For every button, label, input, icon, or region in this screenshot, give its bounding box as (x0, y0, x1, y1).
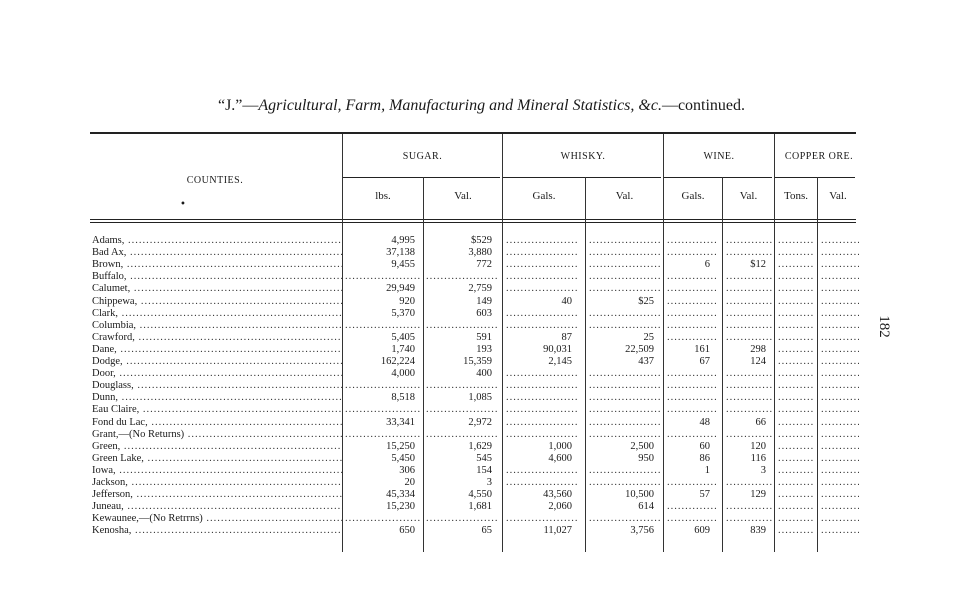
cell-whisky-gals (506, 417, 578, 429)
cell-wine-val (726, 380, 772, 392)
table-row (0, 283, 963, 295)
header-copper-ore: COPPER ORE. (784, 151, 854, 162)
cell-wine-val (726, 404, 772, 416)
cell-wine-val (726, 513, 772, 525)
cell-copper-val (821, 259, 859, 271)
cell-sugar-val (426, 380, 498, 392)
county-name: Kewaunee,—(No Retrrns) ..... (92, 513, 342, 525)
cell-sugar-val: 400 (476, 368, 492, 380)
cell-whisky-gals (506, 368, 578, 380)
table-row (0, 525, 963, 537)
cell-sugar-lbs (345, 380, 421, 392)
table-row (0, 392, 963, 404)
county-name: Clark, ..... (92, 308, 342, 320)
county-name: Door, ..... (92, 368, 342, 380)
cell-sugar-lbs: 5,405 (391, 331, 415, 343)
cell-whisky-val (589, 429, 660, 441)
county-name: Eau Claire, ..... (92, 404, 342, 416)
subheader-sugar-val: Val. (454, 190, 472, 202)
cell-copper-val (821, 247, 859, 259)
cell-whisky-val: 437 (638, 356, 654, 367)
subheader-wine-gals: Gals. (681, 190, 705, 202)
cell-copper-tons (778, 441, 814, 453)
cell-whisky-val (589, 465, 660, 477)
cell-sugar-lbs (345, 320, 421, 332)
cell-copper-tons (778, 259, 814, 271)
cell-whisky-gals (506, 259, 578, 271)
cell-wine-gals (667, 308, 716, 320)
table-top-rule (90, 132, 856, 134)
cell-copper-val (821, 477, 859, 489)
cell-copper-tons (778, 308, 814, 320)
cell-wine-gals: 57 (699, 489, 710, 501)
cell-sugar-lbs: 306 (399, 464, 415, 476)
cell-sugar-val: $529 (471, 235, 492, 246)
cell-wine-val: 3 (760, 464, 766, 476)
cell-whisky-val (589, 235, 660, 247)
cell-wine-gals (667, 247, 716, 259)
cell-whisky-val (589, 308, 660, 320)
cell-whisky-val (589, 404, 660, 416)
cell-copper-val (821, 465, 859, 477)
cell-sugar-lbs (345, 404, 421, 416)
cell-whisky-gals: 2,060 (548, 501, 572, 513)
county-name: Crawford, ..... (92, 332, 342, 344)
cell-copper-val (821, 344, 859, 356)
table-row (0, 501, 963, 513)
cell-whisky-gals: 40 (561, 295, 572, 307)
cell-copper-val (821, 380, 859, 392)
cell-whisky-val: 10,500 (625, 489, 654, 501)
cell-copper-val (821, 489, 859, 501)
cell-sugar-lbs (345, 271, 421, 283)
cell-whisky-gals (506, 513, 578, 525)
cell-whisky-val (589, 271, 660, 283)
cell-copper-tons (778, 271, 814, 283)
cell-whisky-val (589, 259, 660, 271)
county-name: Fond du Lac, ..... (92, 417, 342, 429)
header-counties: COUNTIES. (186, 175, 244, 186)
cell-sugar-val: 4,550 (468, 489, 492, 501)
table-row (0, 404, 963, 416)
cell-wine-gals (667, 235, 716, 247)
cell-wine-val (726, 501, 772, 513)
cell-copper-val (821, 368, 859, 380)
county-name: Dane, ..... (92, 344, 342, 356)
county-name: Grant,—(No Returns) ..... (92, 429, 342, 441)
county-name: Jefferson, ..... (92, 489, 342, 501)
cell-wine-val (726, 429, 772, 441)
cell-wine-val: $12 (750, 259, 766, 271)
title-prefix: “J.”— (217, 97, 259, 114)
cell-sugar-lbs: 4,000 (391, 368, 415, 380)
cell-sugar-val (426, 513, 498, 525)
cell-whisky-val: 2,500 (630, 440, 654, 452)
cell-whisky-val (589, 368, 660, 380)
cell-wine-gals: 48 (699, 416, 710, 428)
cell-whisky-val: 3,756 (630, 525, 654, 537)
cell-sugar-lbs: 5,370 (391, 307, 415, 319)
cell-whisky-gals: 4,600 (548, 452, 572, 464)
cell-wine-gals (667, 501, 716, 513)
cell-copper-tons (778, 235, 814, 247)
cell-copper-tons (778, 417, 814, 429)
cell-sugar-val (426, 404, 498, 416)
cell-wine-gals (667, 404, 716, 416)
cell-sugar-lbs: 37,138 (386, 247, 415, 259)
cell-copper-val (821, 417, 859, 429)
cell-sugar-lbs: 4,995 (391, 235, 415, 246)
cell-whisky-gals: 43,560 (543, 489, 572, 501)
cell-wine-gals (667, 296, 716, 308)
cell-copper-tons (778, 356, 814, 368)
subheader-whisky-val: Val. (615, 190, 634, 202)
cell-wine-gals (667, 320, 716, 332)
cell-sugar-val (426, 271, 498, 283)
cell-sugar-val: 149 (476, 295, 492, 307)
header-whisky: WHISKY. (560, 151, 606, 162)
cell-whisky-val (589, 392, 660, 404)
cell-copper-tons (778, 296, 814, 308)
cell-whisky-gals (506, 320, 578, 332)
cell-copper-val (821, 392, 859, 404)
table-row (0, 247, 963, 259)
cell-copper-tons (778, 344, 814, 356)
cell-whisky-gals (506, 392, 578, 404)
header-wine: WINE. (703, 151, 735, 162)
cell-copper-tons (778, 501, 814, 513)
table-row (0, 429, 963, 441)
cell-wine-gals: 609 (694, 525, 710, 537)
cell-sugar-val (426, 320, 498, 332)
cell-wine-gals (667, 368, 716, 380)
cell-wine-gals (667, 513, 716, 525)
table-row (0, 368, 963, 380)
cell-copper-val (821, 283, 859, 295)
county-name: Dunn, ..... (92, 392, 342, 404)
cell-wine-val (726, 308, 772, 320)
cell-whisky-gals: 87 (561, 331, 572, 343)
cell-copper-tons (778, 453, 814, 465)
cell-copper-tons (778, 283, 814, 295)
cell-sugar-lbs: 162,224 (380, 356, 415, 367)
subheader-copper-val: Val. (829, 190, 847, 202)
table-row (0, 296, 963, 308)
sugar-group-rule (343, 177, 500, 178)
cell-copper-tons (778, 429, 814, 441)
subheader-wine-val: Val. (739, 190, 758, 202)
county-name: Jackson, ..... (92, 477, 342, 489)
cell-wine-val (726, 368, 772, 380)
header-dot: • (180, 199, 186, 210)
cell-wine-val: 129 (750, 489, 766, 501)
cell-whisky-val (589, 247, 660, 259)
table-row (0, 489, 963, 501)
cell-copper-val (821, 296, 859, 308)
table-row (0, 356, 963, 368)
cell-copper-val (821, 332, 859, 344)
cell-copper-tons (778, 320, 814, 332)
county-name: Chippewa, ..... (92, 296, 342, 308)
county-name: Columbia, ..... (92, 320, 342, 332)
cell-sugar-val: 603 (476, 307, 492, 319)
cell-copper-val (821, 513, 859, 525)
cell-copper-val (821, 320, 859, 332)
cell-copper-val (821, 501, 859, 513)
cell-wine-gals (667, 332, 716, 344)
cell-copper-val (821, 404, 859, 416)
cell-sugar-val: 15,359 (463, 356, 492, 367)
cell-wine-val (726, 296, 772, 308)
cell-wine-val: 298 (750, 343, 766, 355)
cell-copper-tons (778, 465, 814, 477)
cell-sugar-lbs: 15,230 (386, 501, 415, 513)
cell-copper-val (821, 453, 859, 465)
cell-whisky-val (589, 477, 660, 489)
table-row (0, 453, 963, 465)
cell-whisky-val (589, 283, 660, 295)
cell-copper-val (821, 308, 859, 320)
cell-wine-gals: 67 (699, 356, 710, 367)
cell-sugar-val: 1,085 (468, 392, 492, 404)
cell-wine-gals: 60 (699, 440, 710, 452)
county-name: Douglass, ..... (92, 380, 342, 392)
county-name: Green, ..... (92, 441, 342, 453)
county-name: Green Lake, ..... (92, 453, 342, 465)
cell-sugar-val: 65 (481, 525, 492, 537)
table-row (0, 332, 963, 344)
cell-copper-tons (778, 380, 814, 392)
cell-copper-tons (778, 392, 814, 404)
cell-copper-tons (778, 477, 814, 489)
cell-sugar-val: 1,681 (468, 501, 492, 513)
cell-copper-val (821, 429, 859, 441)
title-suffix: —continued. (661, 97, 746, 114)
table-row (0, 308, 963, 320)
cell-copper-tons (778, 525, 814, 537)
cell-wine-gals (667, 477, 716, 489)
cell-sugar-val (426, 429, 498, 441)
subheader-sugar-lbs: lbs. (375, 190, 391, 202)
cell-sugar-val: 545 (476, 452, 492, 464)
cell-wine-val: 124 (750, 356, 766, 367)
cell-whisky-val: 614 (638, 501, 654, 513)
cell-sugar-lbs (345, 513, 421, 525)
header-bottom-rule-2 (90, 222, 856, 223)
table-row (0, 235, 963, 247)
table-row (0, 380, 963, 392)
cell-sugar-val: 3,880 (468, 247, 492, 259)
cell-wine-val (726, 235, 772, 247)
cell-sugar-lbs: 45,334 (386, 489, 415, 501)
cell-copper-tons (778, 489, 814, 501)
cell-whisky-gals (506, 404, 578, 416)
cell-whisky-gals (506, 283, 578, 295)
cell-wine-gals (667, 271, 716, 283)
cell-sugar-lbs: 5,450 (391, 452, 415, 464)
cell-whisky-gals: 90,031 (543, 343, 572, 355)
cell-whisky-val (589, 417, 660, 429)
county-name: Kenosha, ..... (92, 525, 342, 537)
cell-wine-gals (667, 283, 716, 295)
cell-whisky-gals (506, 247, 578, 259)
cell-wine-val (726, 332, 772, 344)
cell-whisky-val (589, 320, 660, 332)
cell-sugar-val: 3 (486, 477, 492, 488)
cell-wine-val (726, 247, 772, 259)
cell-sugar-val: 2,759 (468, 283, 492, 295)
cell-whisky-val: $25 (638, 295, 654, 307)
county-name: Buffalo, ..... (92, 271, 342, 283)
cell-sugar-lbs: 29,949 (386, 283, 415, 295)
cell-whisky-gals: 2,145 (548, 356, 572, 367)
subheader-whisky-gals: Gals. (532, 190, 556, 202)
cell-copper-tons (778, 513, 814, 525)
table-row (0, 441, 963, 453)
cell-sugar-lbs: 15,250 (386, 440, 415, 452)
cell-whisky-gals (506, 477, 578, 489)
cell-copper-tons (778, 404, 814, 416)
cell-copper-tons (778, 368, 814, 380)
cell-wine-gals (667, 392, 716, 404)
cell-copper-val (821, 441, 859, 453)
table-row (0, 513, 963, 525)
cell-whisky-gals (506, 429, 578, 441)
cell-wine-val (726, 392, 772, 404)
cell-sugar-val: 193 (476, 343, 492, 355)
cell-sugar-lbs: 1,740 (391, 343, 415, 355)
cell-whisky-val: 22,509 (625, 343, 654, 355)
county-name: Calumet, ..... (92, 283, 342, 295)
cell-copper-val (821, 271, 859, 283)
cell-sugar-val: 1,629 (468, 440, 492, 452)
cell-copper-val (821, 235, 859, 247)
cell-whisky-gals (506, 465, 578, 477)
table-row (0, 271, 963, 283)
county-name: Brown, ..... (92, 259, 342, 271)
cell-wine-gals: 161 (694, 343, 710, 355)
cell-wine-gals: 6 (704, 259, 710, 271)
cell-wine-val: 120 (750, 440, 766, 452)
cell-wine-val (726, 283, 772, 295)
cell-sugar-val: 591 (476, 331, 492, 343)
cell-sugar-lbs: 920 (399, 295, 415, 307)
cell-wine-gals: 86 (699, 452, 710, 464)
cell-wine-val: 116 (750, 452, 766, 464)
cell-whisky-gals (506, 380, 578, 392)
cell-whisky-val (589, 380, 660, 392)
cell-wine-gals: 1 (704, 464, 710, 476)
county-name: Bad Ax, ..... (92, 247, 342, 259)
table-row (0, 465, 963, 477)
title-italic: Agricultural, Farm, Manufacturing and Mineral Statistics, &c. (258, 97, 662, 114)
wine-group-rule (664, 177, 772, 178)
cell-sugar-val: 154 (476, 464, 492, 476)
copper-group-rule (775, 177, 855, 178)
county-name: Juneau, ..... (92, 501, 342, 513)
cell-sugar-lbs: 9,455 (391, 259, 415, 271)
cell-sugar-lbs: 650 (399, 525, 415, 537)
cell-sugar-val: 2,972 (468, 416, 492, 428)
cell-sugar-lbs: 33,341 (386, 416, 415, 428)
table-row (0, 259, 963, 271)
header-bottom-rule (90, 219, 856, 220)
county-name: Adams, ..... (92, 235, 342, 247)
cell-whisky-gals: 1,000 (548, 440, 572, 452)
county-name: Dodge, ..... (92, 356, 342, 368)
header-sugar: SUGAR. (402, 151, 443, 162)
cell-whisky-val: 25 (643, 331, 654, 343)
cell-copper-tons (778, 332, 814, 344)
cell-wine-gals (667, 380, 716, 392)
cell-sugar-lbs: 8,518 (391, 392, 415, 404)
cell-wine-val (726, 320, 772, 332)
cell-whisky-gals (506, 271, 578, 283)
cell-whisky-gals (506, 308, 578, 320)
county-name: Iowa, ..... (92, 465, 342, 477)
cell-whisky-val: 950 (638, 452, 654, 464)
cell-copper-tons (778, 247, 814, 259)
cell-sugar-lbs (345, 429, 421, 441)
table-row (0, 417, 963, 429)
cell-sugar-val: 772 (476, 259, 492, 271)
cell-sugar-lbs: 20 (404, 477, 415, 488)
cell-whisky-gals (506, 235, 578, 247)
cell-wine-val: 66 (755, 416, 766, 428)
page-title (0, 97, 963, 115)
cell-wine-val: 839 (750, 525, 766, 537)
table-row (0, 320, 963, 332)
page-number: 182 (875, 315, 892, 338)
cell-whisky-gals: 11,027 (543, 525, 572, 537)
cell-copper-val (821, 525, 859, 537)
subheader-copper-tons: Tons. (784, 190, 808, 202)
cell-wine-val (726, 477, 772, 489)
cell-wine-gals (667, 429, 716, 441)
table-row (0, 344, 963, 356)
table-row (0, 477, 963, 489)
cell-whisky-val (589, 513, 660, 525)
whisky-group-rule (503, 177, 661, 178)
cell-wine-val (726, 271, 772, 283)
cell-copper-val (821, 356, 859, 368)
